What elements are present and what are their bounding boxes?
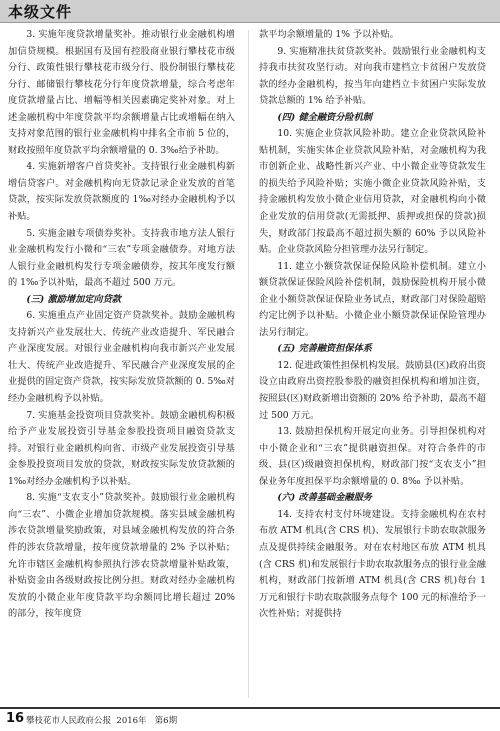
paragraph: 10. 实施企业贷款风险补助。建立企业贷款风险补贴机制，实施实体企业贷款风险补贴，对金融机构为我市创新企业、战略性新兴产业、中小微企业等贷款发生的损失给予风险补贴；实施小微企业贷款风险补贴，支持金融机构发放小微企业信用贷款，对金融机构向小微企业发放的信用贷款(无需抵押、质押或担保的贷款)损失，财政部门按最高不超过损失额的 60% 予以风险补贴。企业贷款风险分担管理办法另行制定。 — [259, 128, 486, 256]
section-heading: (三) 激励增加定向贷款 — [26, 293, 121, 305]
publication-year: 2016年 — [116, 716, 147, 726]
left-column — [8, 27, 235, 703]
paragraph: 3. 实施年度贷款增量奖补。推动银行业金融机构增加信贷规模。根据国有及国有控股商业银行攀枝花市级分行、政策性银行攀枝花市级分行、股份制银行攀枝花分行、邮储银行攀枝花分行年度贷款增量，综合考虑年度贷款增量占比、增幅等相关因素确定奖补对象。对上述金融机构中年度贷款平均余额增量占比或增幅在纳入支持对象范围的银行业金融机构中排名全市前 5 位的，财政按照年度贷款平均余额增量的 0. 3‰给予补助。 — [8, 29, 235, 156]
publication-issue: 第6期 — [154, 716, 178, 726]
section-heading: (四) 健全融资分险机制 — [277, 111, 372, 123]
publication-name: 攀枝花市人民政府公报 — [26, 716, 112, 726]
paragraph: 8. 实施“支农支小”贷款奖补。鼓励银行业金融机构向“三农”、小微企业增加贷款规模。落实县域金融机构涉农贷款增量奖励政策，对县域金融机构发放的符合条件的涉农贷款增量，按年度贷款增量的 2% 予以补贴；允许市辖区金融机构参照执行涉农贷款增量补贴政策，补贴资金由各级财政按比例分担。财政对经办金融机构发放的小微企业年度贷款平均余额同比增长超过 20% 的部分，按年度贷 — [8, 492, 235, 620]
section-title: 本级文件 — [8, 3, 73, 21]
paragraph: 7. 实施基金投资项目贷款奖补。鼓励金融机构积极给予产业发展投资引导基金参股投资项目融资贷款支持。对银行业金融机构向省、市级产业发展投资引导基金参股投资项目发放的贷款，财政按实际发放贷款额的 1‰对经办金融机构予以补贴。 — [8, 409, 235, 487]
section-heading: (五) 完善融资担保体系 — [277, 343, 372, 355]
header-bar — [0, 0, 500, 23]
page-number: 16 — [6, 711, 25, 726]
paragraph: 6. 实施重点产业固定资产贷款奖补。鼓励金融机构支持新兴产业发展壮大、传统产业改造提升、军民融合产业深度发展。对银行业金融机构向我市新兴产业发展壮大、传统产业改造提升、军民融合产业深度发展的企业提供的固定资产贷款，按实际发放贷款额的 0. 5‰对经办金融机构予以补贴。 — [8, 310, 235, 405]
paragraph: 14. 支持农村支付环境建设。支持金融机构在农村布放 ATM 机具(含 CRS 机)、发展银行卡助农取款服务点及提供持续金融服务。对在农村地区布放 ATM 机具(含 CRS 机)和发展银行卡助农取款服务点的银行业金融机构，财政部门按新增 ATM 机具(含 CRS 机)每台 1 万元和银行卡助农取款服务点每个 100 元的标准给予一次性补贴；对提供持 — [259, 508, 486, 620]
paragraph: 款平均余额增量的 1% 予以补贴。 — [259, 29, 399, 40]
paragraph: 13. 鼓励担保机构开展定向业务。引导担保机构对中小微企业和“三农”提供融资担保。对符合条件的市级、县(区)级融资担保机构，财政部门按“支农支小”担保业务年度担保平均余额增量的 0. 8‰ 予以补贴。 — [259, 426, 486, 487]
footer-publication-info — [26, 714, 177, 726]
paragraph: 12. 促进政策性担保机构发展。鼓励县(区)政府出资设立由政府出资控股参股的融资担保机构和增加注资，按照县(区)财政新增出资额的 20% 给予补助，最高不超过 500 万元。 — [259, 359, 486, 421]
paragraph: 9. 实施精准扶贫贷款奖补。鼓励银行业金融机构支持我市扶贫攻坚行动。对向我市建档立卡贫困户发放贷款的经办金融机构，按当年向建档立卡贫困户实际发放贷款总额的 1% 给予补贴。 — [259, 45, 486, 107]
column-divider — [248, 30, 249, 698]
paragraph: 5. 实施金融专项债券奖补。支持我市地方法人银行业金融机构发行小微和“三农”专项金融债券。对地方法人银行业金融机构发行专项金融债券，按其年度发行额的 1‰予以补贴，最高不超过 500 万元。 — [8, 227, 235, 289]
paragraph: 4. 实施新增客户首贷奖补。支持银行业金融机构新增信贷客户。对金融机构向无贷款记录企业发放的首笔贷款，按实际发放贷款额度的 1‰对经办金融机构予以补贴。 — [8, 161, 235, 223]
section-heading: (六) 改善基础金融服务 — [277, 492, 372, 504]
page-footer — [0, 707, 500, 731]
paragraph: 11. 建立小额贷款保证保险风险补偿机制。建立小额贷款保证保险风险补偿机制，鼓励保险机构开展小微企业小额贷款保证保险业务试点，财政部门对保险超赔约定比例予以补贴。小微企业小额贷款保证保险管理办法另行制定。 — [259, 260, 486, 338]
right-column — [259, 27, 486, 703]
